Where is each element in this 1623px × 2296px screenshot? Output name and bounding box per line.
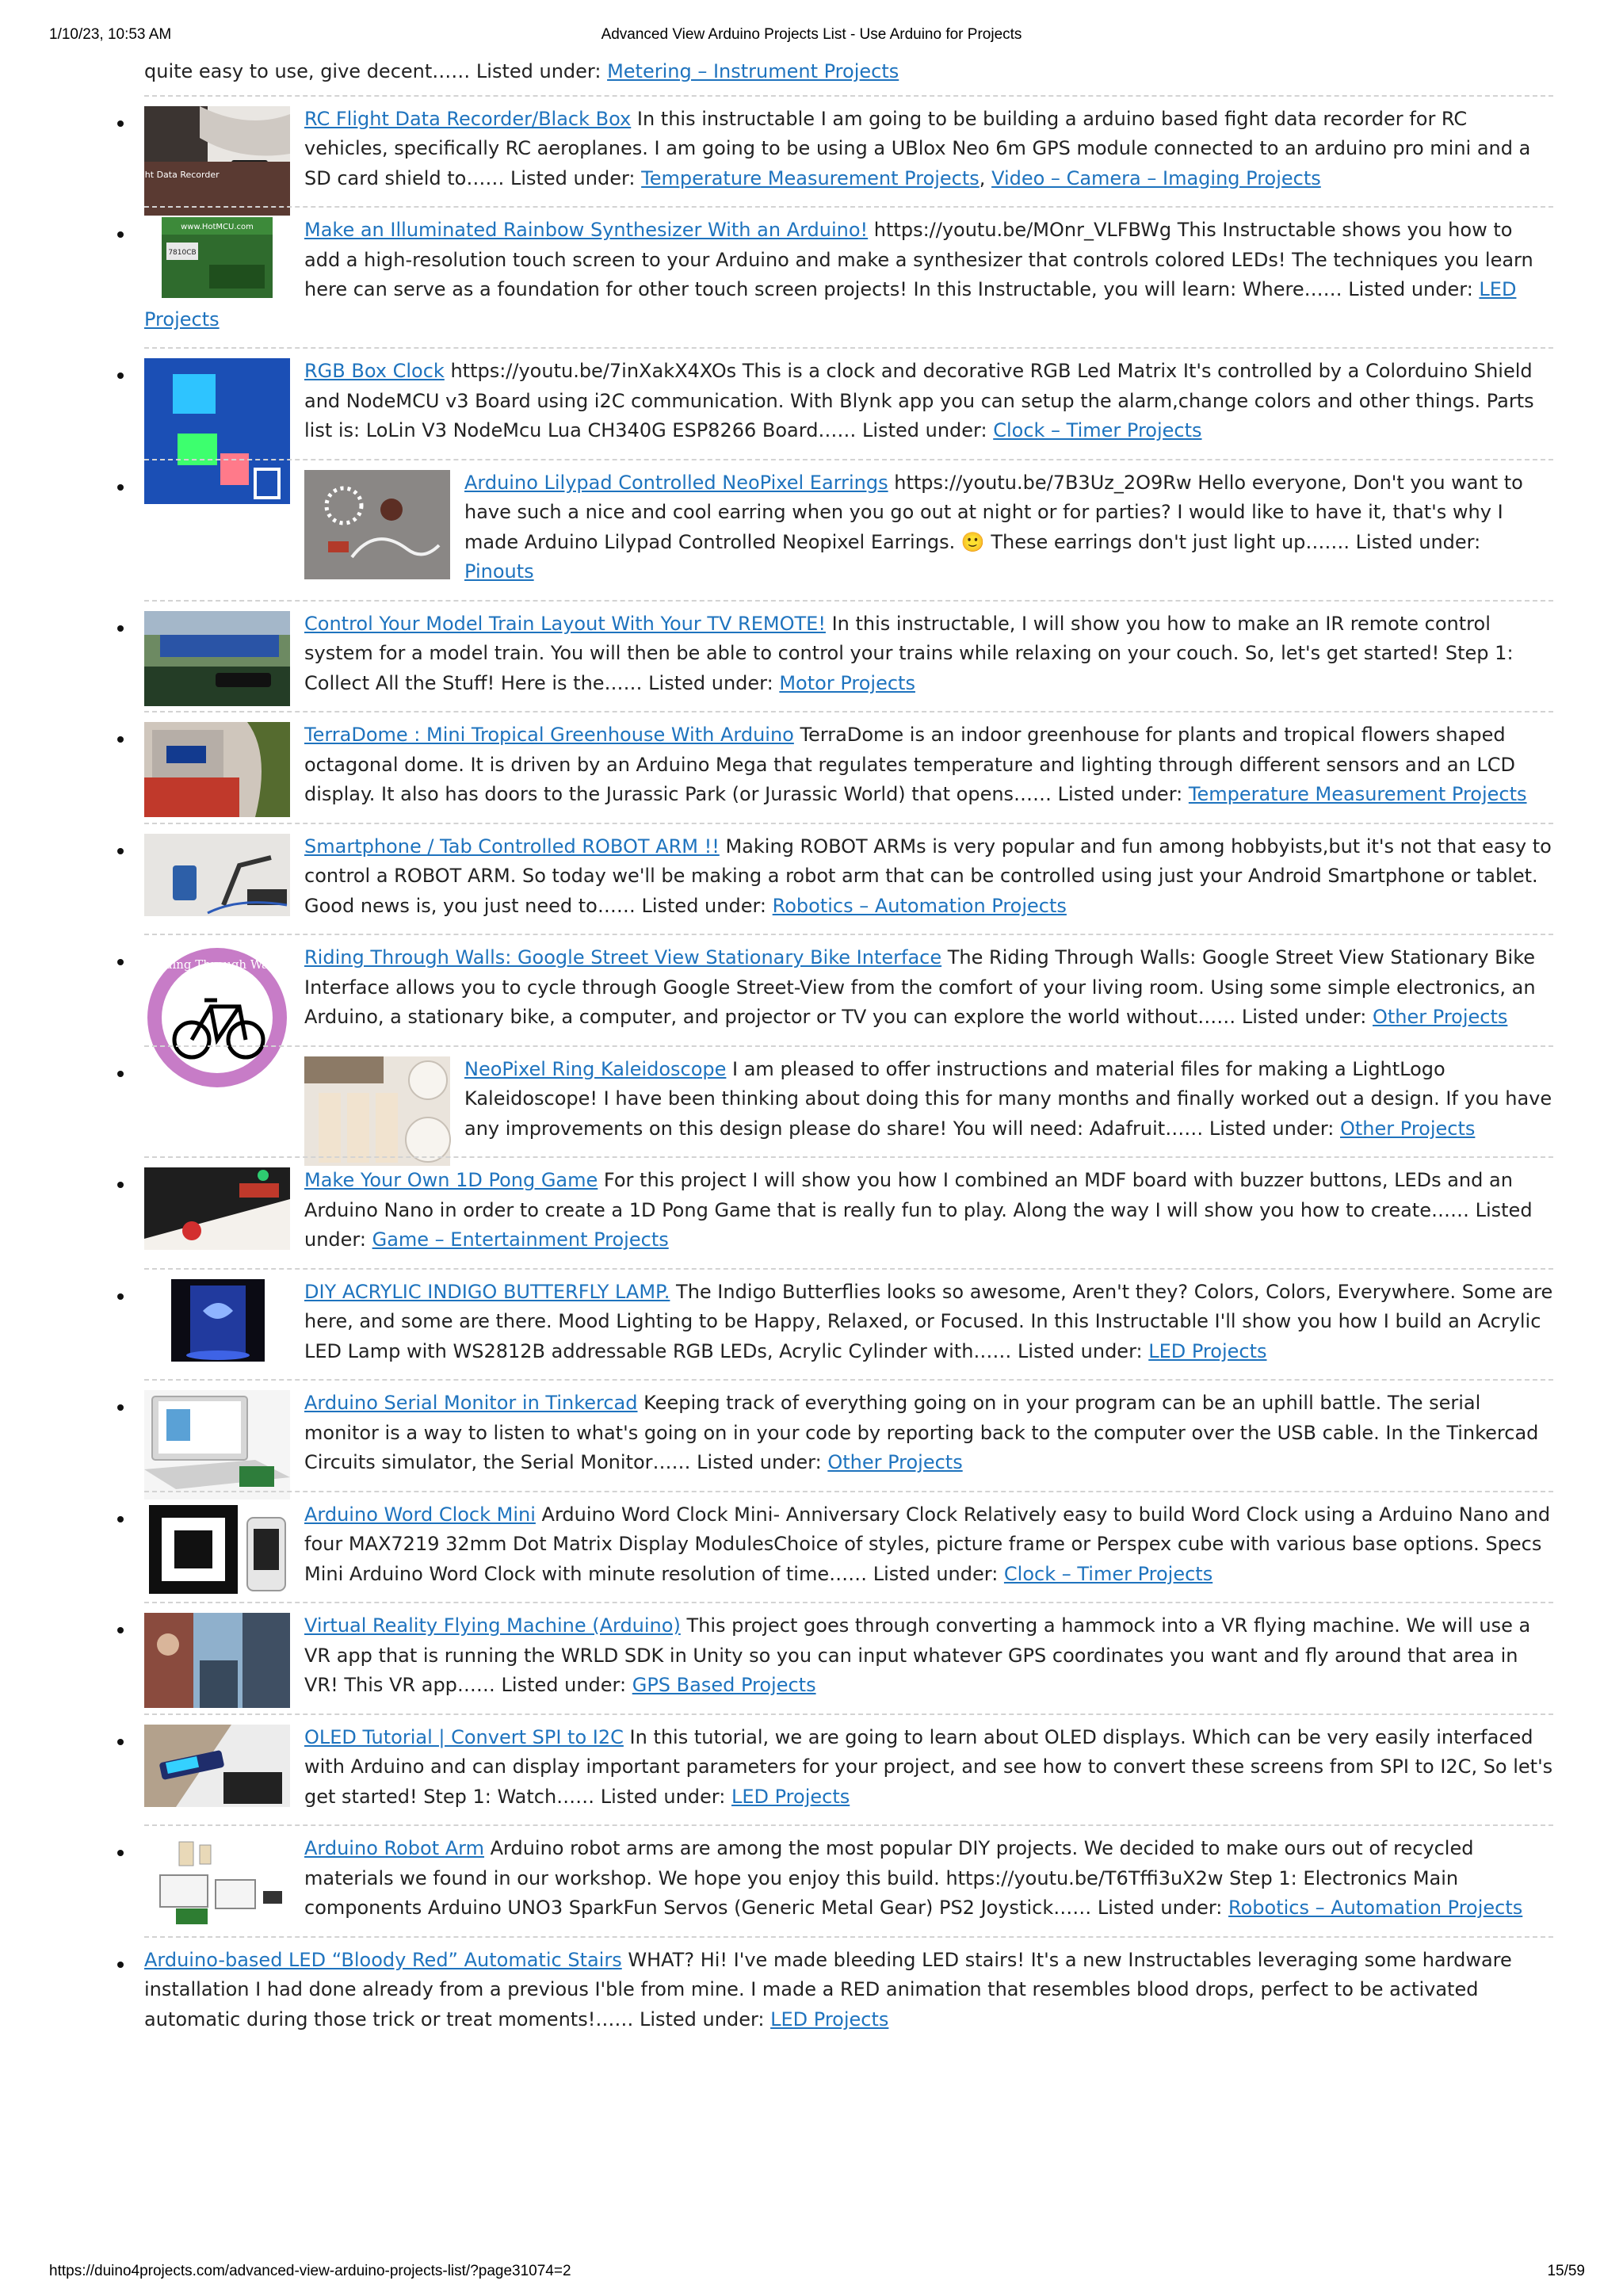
project-category-link[interactable]: Other Projects (1373, 1006, 1508, 1028)
list-item (144, 1045, 1553, 1144)
list-item (144, 1268, 1553, 1367)
intro-category-link[interactable]: Metering – Instrument Projects (607, 60, 899, 82)
project-category-link[interactable]: Motor Projects (779, 671, 915, 694)
project-title-link[interactable]: TerraDome : Mini Tropical Greenhouse With Arduino (304, 724, 794, 746)
project-thumbnail[interactable] (304, 470, 450, 579)
list-item (144, 347, 1553, 446)
project-title-link[interactable]: Arduino Robot Arm (304, 1837, 484, 1859)
project-title-link[interactable]: Arduino Word Clock Mini (304, 1503, 536, 1526)
project-title-link[interactable]: Arduino-based LED “Bloody Red” Automatic Stairs (144, 1948, 622, 1971)
project-category-link[interactable]: Temperature Measurement Projects (641, 166, 980, 189)
project-description: In this instructable, I will show you how to make an IR remote control system for a model train. You will then be able to control your trains while relaxing on your couch. So, let's get started! Step 1: Collect All the Stuff! Here is the…… Listed under: (304, 612, 1514, 694)
page-url: https://duino4projects.com/advanced-view-arduino-projects-list/?page31074=2 (49, 2263, 571, 2279)
list-item (144, 1379, 1553, 1478)
project-category-link[interactable]: LED Projects (144, 278, 1517, 330)
project-thumbnail[interactable] (129, 106, 290, 216)
list-item (144, 459, 1553, 587)
page-title: Advanced View Arduino Projects List - Use Arduino for Projects (601, 26, 1022, 43)
project-description: WHAT? Hi! I've made bleeding LED stairs! It's a new Instructables leveraging some hardware installation I had done already from a previous I'ble from mine. I made a RED animation that resembles blood drops, perfect to be activated automatic during those trick or treat moments!…… Listed under: (144, 1948, 1512, 2030)
project-category-link[interactable]: Other Projects (827, 1451, 963, 1473)
list-item (144, 1824, 1553, 1924)
project-title-link[interactable]: Smartphone / Tab Controlled ROBOT ARM !! (304, 835, 720, 858)
project-thumbnail[interactable] (144, 1390, 290, 1499)
page-number: 15/59 (1547, 2263, 1585, 2279)
thumbnail-caption: www.HotMCU.com (181, 223, 254, 231)
project-title-link[interactable]: DIY ACRYLIC INDIGO BUTTERFLY LAMP. (304, 1280, 670, 1303)
project-category-link[interactable]: LED Projects (770, 2008, 889, 2030)
project-thumbnail[interactable] (144, 1613, 290, 1708)
project-category-link[interactable]: LED Projects (731, 1785, 850, 1808)
project-description: https://youtu.be/7B3Uz_2O9Rw Hello everyone, Don't you want to have such a nice and cool earring when you go out at night or for parties? I would like to have it, that's why I made Arduino Lilypad Controlled Neopixel Earrings. 🙂 These earrings don't just light up……. Listed under: (464, 471, 1523, 553)
list-item (144, 823, 1553, 922)
project-title-link[interactable]: Control Your Model Train Layout With Your TV REMOTE! (304, 612, 826, 635)
project-thumbnail[interactable] (162, 217, 273, 298)
list-item (144, 1156, 1553, 1255)
project-description: I am pleased to offer instructions and material files for making a LightLogo Kaleidoscope! I have been thinking about doing this for many months and finally worked out a design. If you have any improvements on this design please do share! You will need: Adafruit…… Listed under: (464, 1057, 1552, 1140)
project-title-link[interactable]: OLED Tutorial | Convert SPI to I2C (304, 1725, 624, 1748)
list-item (144, 1602, 1553, 1701)
project-category-link[interactable]: Other Projects (1340, 1117, 1476, 1140)
list-item (144, 711, 1553, 810)
project-description: Making ROBOT ARMs is very popular and fun among hobbyists,but it's not that easy to control a ROBOT ARM. So today we'll be making a robot arm that can be controlled using just your Android Smartphone or tablet. Good news is, you just need to…… Listed under: (304, 835, 1552, 917)
project-description: In this instructable I am going to be building a arduino based fight data recorder for RC vehicles, specifically RC aeroplanes. I am going to be using a UBlox Neo 6m GPS module connected to an arduino pro mini and a SD card shield to…… Listed under: (304, 107, 1531, 189)
project-thumbnail[interactable] (144, 722, 290, 817)
project-thumbnail[interactable] (144, 1836, 290, 1931)
project-description: Arduino Word Clock Mini- Anniversary Clock Relatively easy to build Word Clock using a Arduino Nano and four MAX7219 32mm Dot Matrix Display ModulesChoice of styles, picture frame or Perspex cube with various base options. Specs Mini Arduino Word Clock with minute resolution of time…… Listed under: (304, 1503, 1551, 1585)
project-list-content (129, 57, 1553, 2047)
project-description: For this project I will show you how I combined an MDF board with buzzer buttons, LEDs and an Arduino Nano in order to create a 1D Pong Game that is really fun to play. Along the way I will show you how to create…… Listed under: (304, 1169, 1533, 1251)
project-category-link[interactable]: Game – Entertainment Projects (372, 1228, 669, 1251)
project-description: The Indigo Butterflies looks so awesome, Aren't they? Colors, Colors, Everywhere. Some are here, and some are there. Mood Lighting to be Happy, Relaxed, or Focused. In this Instructable I'll show you how I build an Acrylic LED Lamp with WS2812B addressable RGB LEDs, Acrylic Cylinder with…… Listed under: (304, 1280, 1553, 1362)
project-thumbnail[interactable] (144, 611, 290, 706)
print-header (0, 26, 1623, 50)
project-thumbnail[interactable] (144, 1502, 290, 1597)
project-thumbnail[interactable] (304, 1056, 450, 1166)
project-description: Keeping track of everything going on in your program can be an uphill battle. The serial monitor is a way to listen to what's going on in your code by reporting back to the computer over the USB cable. In the Tinkercad Circuits simulator, the Serial Monitor…… Listed under: (304, 1392, 1539, 1473)
thumbnail-caption-2: 7810CB (168, 249, 197, 257)
project-thumbnail[interactable] (171, 1279, 265, 1362)
category-separator: , (979, 166, 992, 189)
print-datetime: 1/10/23, 10:53 AM (49, 26, 172, 43)
project-title-link[interactable]: RC Flight Data Recorder/Black Box (304, 107, 632, 130)
project-category-link[interactable]: Robotics – Automation Projects (772, 894, 1067, 917)
project-description: https://youtu.be/7inXakX4XOs This is a clock and decorative RGB Led Matrix It's controlled by a Colorduino Shield and NodeMCU v3 Board using i2C communication. With Blynk app you can setup the alarm,change colors and other things. Parts list is: LoLin V3 NodeMcu Lua CH340G ESP8266 Board…… Listed under: (304, 360, 1534, 441)
list-item (144, 1713, 1553, 1813)
project-thumbnail[interactable] (144, 1725, 290, 1807)
thumbnail-caption: Riding Through Walls (151, 957, 283, 972)
project-title-link[interactable]: Make an Illuminated Rainbow Synthesizer With an Arduino! (304, 219, 869, 241)
project-description: Arduino robot arms are among the most popular DIY projects. We decided to make ours out of recycled materials we found in our workshop. We hope you enjoy this build. https://youtu.be/T6Tffi3uX2w Step 1: Electronics Main components Arduino UNO3 SparkFun Servos (Generic Metal Gear) PS2 Joystick…… Listed under: (304, 1837, 1474, 1919)
print-footer (0, 2263, 1623, 2286)
project-title-link[interactable]: Arduino Serial Monitor in Tinkercad (304, 1392, 638, 1414)
project-description: In this tutorial, we are going to learn about OLED displays. Which can be very easily interfaced with Arduino and can display important parameters for your project, and see how to convert these screens from SPI to I2C, So let's get started! Step 1: Watch…… Listed under: (304, 1725, 1553, 1808)
project-title-link[interactable]: Make Your Own 1D Pong Game (304, 1169, 598, 1191)
list-item (144, 600, 1553, 699)
project-category-link[interactable]: GPS Based Projects (632, 1674, 816, 1696)
project-category-link[interactable]: Temperature Measurement Projects (1188, 783, 1527, 805)
project-description: https://youtu.be/MOnr_VLFBWg This Instructable shows you how to add a high-resolution touch screen to your Arduino and make a synthesizer that controls colored LEDs! The techniques you learn here can serve as a foundation for other touch screen projects! In this Instructable, you will learn: Where…… Listed under: (304, 219, 1533, 300)
project-list (129, 95, 1553, 2035)
project-title-link[interactable]: Virtual Reality Flying Machine (Arduino) (304, 1614, 681, 1637)
project-title-link[interactable]: RGB Box Clock (304, 360, 445, 382)
project-category-link[interactable]: Clock – Timer Projects (993, 419, 1202, 441)
project-title-link[interactable]: Riding Through Walls: Google Street View Stationary Bike Interface (304, 946, 942, 968)
intro-text: quite easy to use, give decent…… Listed under: (144, 60, 608, 82)
thumbnail-caption: Flight Data Recorder (129, 169, 220, 180)
project-category-link[interactable]: Clock – Timer Projects (1003, 1562, 1213, 1585)
project-description: This project goes through converting a hammock into a VR flying machine. We will use a VR app that is running the WRLD SDK in Unity so you can input whatever GPS coordinates you want and fly around that area in VR! This VR app…… Listed under: (304, 1614, 1531, 1696)
project-category-link[interactable]: Pinouts (464, 560, 534, 583)
project-category-link[interactable]: Video – Camera – Imaging Projects (991, 166, 1321, 189)
project-title-link[interactable]: NeoPixel Ring Kaleidoscope (464, 1057, 727, 1080)
project-category-link[interactable]: LED Projects (1148, 1339, 1267, 1362)
list-item (144, 206, 1553, 334)
project-description: TerraDome is an indoor greenhouse for plants and tropical flowers shaped octagonal dome. It is driven by an Arduino Mega that regulates temperature and lighting through different sensors and an LCD display. It also has doors to the Jurassic Park (or Jurassic World) that opens…… Listed under: (304, 724, 1515, 805)
intro-fragment (144, 57, 1553, 87)
list-item (144, 1491, 1553, 1590)
project-thumbnail[interactable] (144, 834, 290, 916)
list-item (144, 934, 1553, 1033)
project-description: The Riding Through Walls: Google Street View Stationary Bike Interface allows you to cycle through Google Street-View from the comfort of your living room. Using some simple electronics, an Arduino, a stationary bike, a computer, and projector or TV you can explore the world without…… Listed under: (304, 946, 1536, 1028)
list-item (129, 95, 1553, 194)
project-category-link[interactable]: Robotics – Automation Projects (1228, 1897, 1523, 1919)
project-thumbnail[interactable] (144, 1167, 290, 1250)
list-item (144, 1936, 1553, 2035)
project-title-link[interactable]: Arduino Lilypad Controlled NeoPixel Earrings (464, 471, 888, 494)
